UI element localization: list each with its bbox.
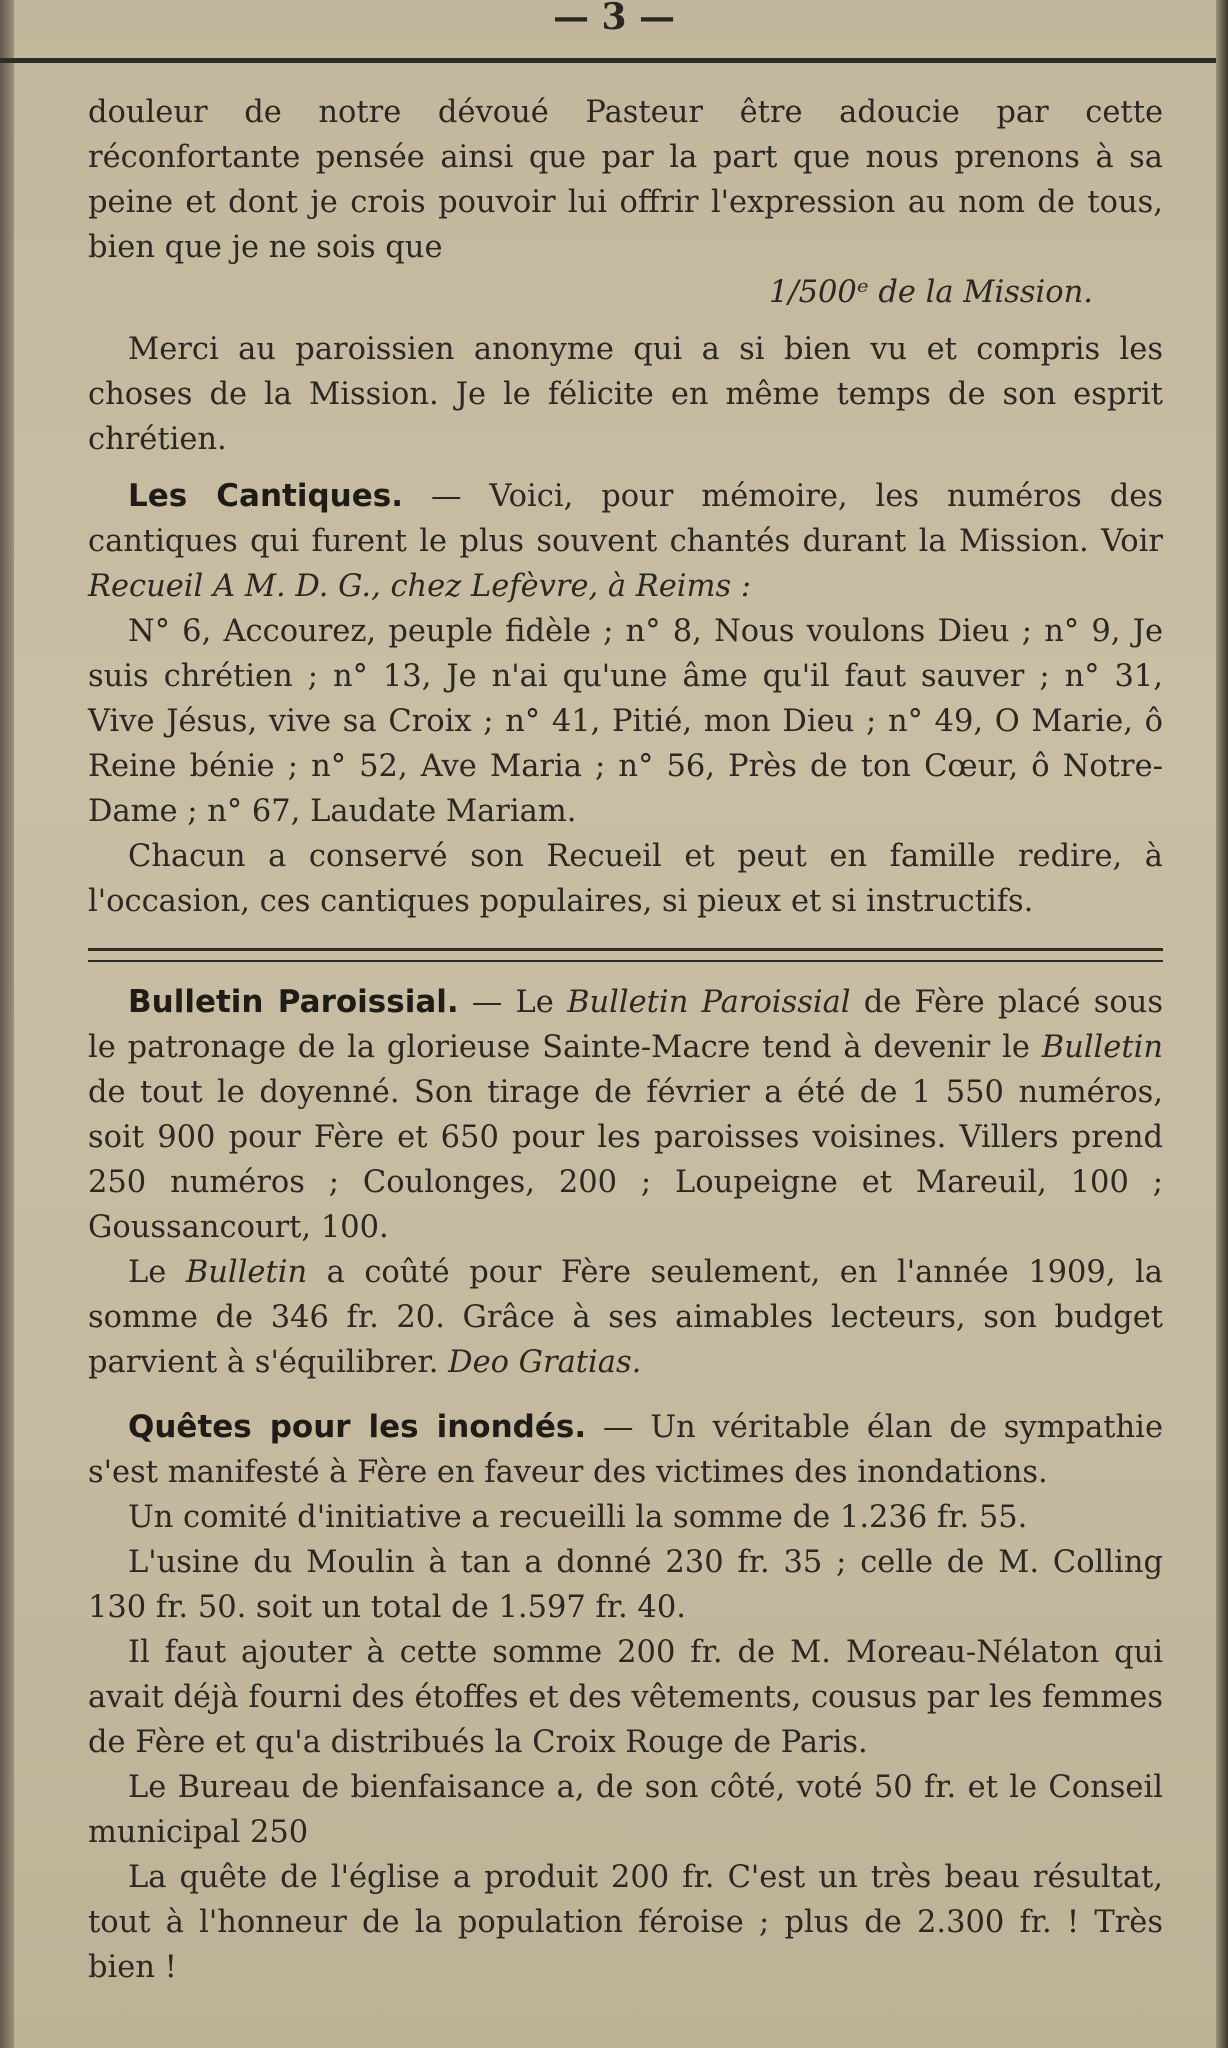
bulletin-p2-text-1: Le — [128, 1255, 167, 1290]
section-divider — [88, 948, 1163, 962]
cantiques-intro-text: — Voici, pour mémoire, les numéros des cantiques qui furent le plus souvent chantés durant la Mission. Voir — [88, 479, 1163, 559]
quetes-paragraph-2: Un comité d'initiative a recueilli la somme de 1.236 fr. 55. — [128, 1500, 1028, 1535]
cantiques-intro-paragraph — [88, 474, 1163, 609]
quetes-paragraph-3: L'usine du Moulin à tan a donné 230 fr. 35 ; celle de M. Colling 130 fr. 50. soit un total de 1.597 fr. 40. — [88, 1545, 1163, 1625]
quetes-paragraph-5: Le Bureau de bienfaisance a, de son côté, voté 50 fr. et le Conseil municipal 250 — [88, 1770, 1163, 1850]
quetes-p1-text: — Un véritable élan de sympathie s'est manifesté à Fère en faveur des victimes des inondations. — [88, 1410, 1163, 1490]
bulletin-p2-italic-1: Bulletin — [185, 1255, 308, 1290]
quetes-heading: Quêtes pour les inondés. — [128, 1409, 587, 1445]
bulletin-p1-italic-1: Bulletin Paroissial — [567, 985, 851, 1020]
header-rule — [0, 58, 1228, 63]
bulletin-p2-text-2: a coûté pour Fère seulement, en l'année 1909, la somme de 346 fr. 20. Grâce à ses aimables lecteurs, son budget parvient à s'équilibrer. — [88, 1255, 1163, 1380]
quetes-paragraph-6: La quête de l'église a produit 200 fr. C'est un très beau résultat, tout à l'honneur de la population féroise ; plus de 2.300 fr. ! Très bien ! — [88, 1860, 1163, 1985]
bulletin-heading: Bulletin Paroissial. — [128, 984, 459, 1020]
bulletin-paragraph-1 — [88, 980, 1163, 1250]
cantiques-list-paragraph: N° 6, Accourez, peuple fidèle ; n° 8, Nous voulons Dieu ; n° 9, Je suis chrétien ; n° 13, Je n'ai qu'une âme qu'il faut sauver ; n° 31, Vive Jésus, vive sa Croix ; n° 41, Pitié, mon Dieu ; n° 49, O Marie, ô Reine bénie ; n° 52, Ave Maria ; n° 56, Près de ton Cœur, ô Notre-Dame ; n° 67, Laudate Mariam. — [88, 614, 1163, 829]
quetes-paragraph-1 — [88, 1405, 1163, 1495]
page-number: — 3 — — [552, 0, 676, 38]
cantiques-closing-paragraph: Chacun a conservé son Recueil et peut en famille redire, à l'occasion, ces cantiques populaires, si pieux et si instructifs. — [88, 839, 1163, 919]
merci-paragraph: Merci au paroissien anonyme qui a si bien vu et compris les choses de la Mission. Je le félicite en même temps de son esprit chrétien. — [88, 332, 1163, 457]
bulletin-paragraph-2 — [88, 1250, 1163, 1385]
quetes-paragraph-4: Il faut ajouter à cette somme 200 fr. de M. Moreau-Nélaton qui avait déjà fourni des étoffes et des vêtements, cousus par les femmes de Fère et qu'a distribués la Croix Rouge de Paris. — [88, 1635, 1163, 1760]
intro-signature: 1/500ᵉ de la Mission. — [768, 275, 1093, 310]
bulletin-p1-text-2: de Fère placé sous le patronage de la glorieuse Sainte-Macre tend à devenir le — [88, 985, 1163, 1065]
bulletin-p2-italic-2: Deo Gratias. — [448, 1345, 642, 1380]
cantiques-reference: Recueil A M. D. G., chez Lefèvre, à Reims : — [88, 569, 752, 604]
bulletin-p1-text-3: de tout le doyenné. Son tirage de février a été de 1 550 numéros, soit 900 pour Fère et 650 pour les paroisses voisines. Villers prend 250 numéros ; Coulonges, 200 ; Loupeigne et Mareuil, 100 ; Goussancourt, 100. — [88, 1075, 1163, 1245]
page-content — [88, 90, 1163, 1990]
bulletin-p1-text-1: — Le — [471, 985, 554, 1020]
intro-paragraph: douleur de notre dévoué Pasteur être adoucie par cette réconfortante pensée ainsi que par la part que nous prenons à sa peine et dont je crois pouvoir lui offrir l'expression au nom de tous, bien que je ne sois que — [88, 95, 1163, 265]
bulletin-p1-italic-2: Bulletin — [1041, 1030, 1163, 1065]
cantiques-heading: Les Cantiques. — [128, 478, 403, 514]
